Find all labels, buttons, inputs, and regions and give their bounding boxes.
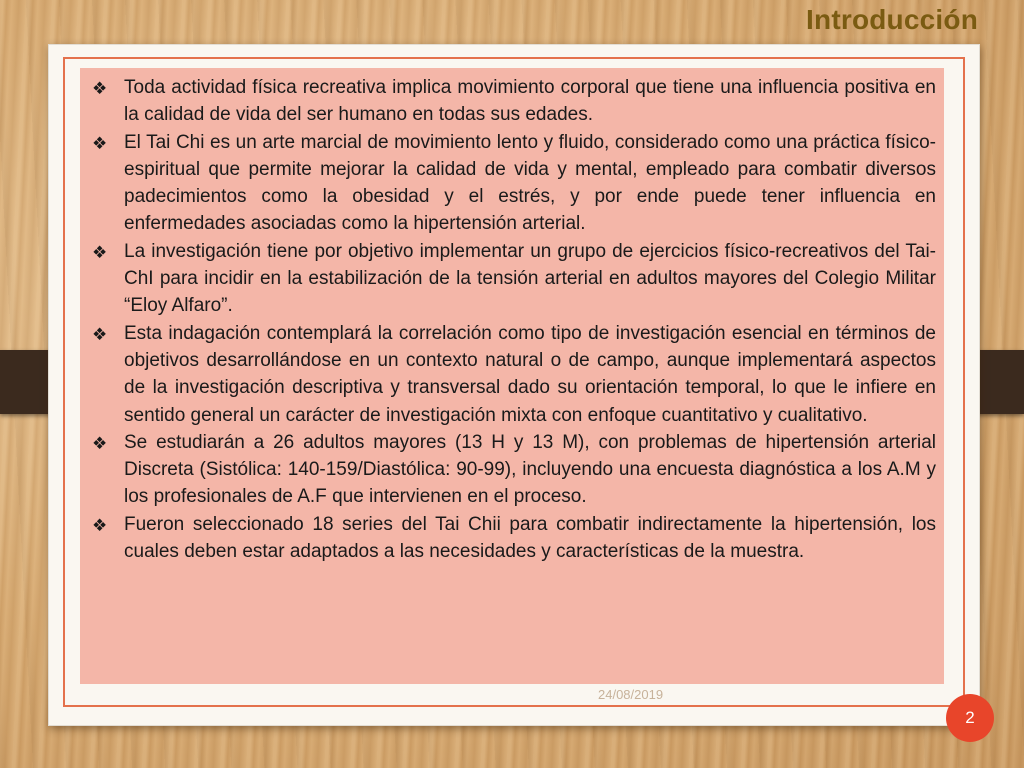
bullet-text: Esta indagación contemplará la correlación como tipo de investigación esencial en términos de objetivos desarrollándose en un contexto natural o de campo, aunque implementará aspectos de la investigación descriptiva y transversal dado su orientación temporal, lo que le infiere en sentido general un carácter de investigación mixta con enfoque cuantitativo y cualitativo. bbox=[124, 322, 936, 426]
bullet-text: El Tai Chi es un arte marcial de movimiento lento y fluido, considerado como una práctica físico-espiritual que permite mejorar la calidad de vida y mental, empleado para combatir diversos padecimientos como la obesidad y el estrés, y por ende puede tener influencia en enfermedades asociadas como la hipertensión arterial. bbox=[124, 131, 936, 235]
slide-date: 24/08/2019 bbox=[598, 687, 664, 702]
page-number-badge: 2 bbox=[946, 694, 994, 742]
diamond-quad-bullet-icon: ❖ bbox=[92, 515, 108, 535]
diamond-quad-bullet-icon: ❖ bbox=[92, 133, 108, 153]
bullet-list bbox=[90, 74, 936, 565]
bullet-text: La investigación tiene por objetivo implementar un grupo de ejercicios físico-recreativos del Tai-ChI para incidir en la estabilización de la tensión arterial en adultos mayores del Colegio Militar “Eloy Alfaro”. bbox=[124, 240, 936, 317]
bullet-item bbox=[90, 320, 936, 429]
content-box bbox=[80, 68, 944, 684]
bullet-item bbox=[90, 74, 936, 129]
bullet-item bbox=[90, 429, 936, 511]
bullet-text: Fueron seleccionado 18 series del Tai Chii para combatir indirectamente la hipertensión, los cuales deben estar adaptados a las necesidades y características de la muestra. bbox=[124, 513, 936, 563]
diamond-quad-bullet-icon: ❖ bbox=[92, 242, 108, 262]
diamond-quad-bullet-icon: ❖ bbox=[92, 324, 108, 344]
bullet-item bbox=[90, 511, 936, 566]
slide-title: Introducción bbox=[806, 4, 978, 35]
bullet-text: Toda actividad física recreativa implica movimiento corporal que tiene una influencia positiva en la calidad de vida del ser humano en todas sus edades. bbox=[124, 77, 936, 126]
diamond-quad-bullet-icon: ❖ bbox=[92, 79, 108, 98]
bullet-item bbox=[90, 129, 936, 238]
bullet-text: Se estudiarán a 26 adultos mayores (13 H y 13 M), con problemas de hipertensión arterial Discreta (Sistólica: 140-159/Diastólica: 90-99), incluyendo una encuesta diagnóstica a los A.M y los profesionales de A.F que intervienen en el proceso. bbox=[124, 431, 936, 508]
diamond-quad-bullet-icon: ❖ bbox=[92, 433, 108, 453]
bullet-item bbox=[90, 238, 936, 320]
